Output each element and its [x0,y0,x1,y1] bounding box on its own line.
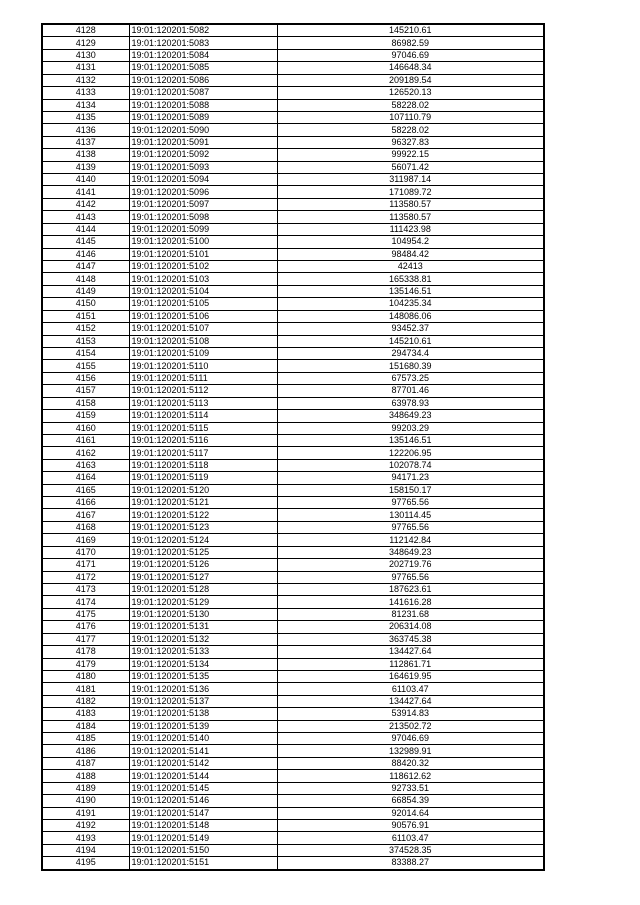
row-index-cell: 4162 [42,447,129,459]
value-cell: 311987.14 [277,174,544,186]
value-cell: 209189.54 [277,74,544,86]
value-cell: 92733.51 [277,782,544,794]
row-index-cell: 4189 [42,782,129,794]
value-cell: 99203.29 [277,422,544,434]
value-cell: 87701.46 [277,385,544,397]
record-id-cell: 19:01:120201:5106 [129,310,277,322]
table-row [42,807,544,819]
table-row [42,795,544,807]
row-index-cell: 4163 [42,459,129,471]
row-index-cell: 4167 [42,509,129,521]
table-row [42,596,544,608]
row-index-cell: 4153 [42,335,129,347]
row-index-cell: 4137 [42,136,129,148]
value-cell: 61103.47 [277,832,544,844]
value-cell: 97765.56 [277,571,544,583]
row-index-cell: 4132 [42,74,129,86]
record-id-cell: 19:01:120201:5112 [129,385,277,397]
value-cell: 58228.02 [277,99,544,111]
table-row [42,236,544,248]
value-cell: 94171.23 [277,472,544,484]
row-index-cell: 4160 [42,422,129,434]
table-row [42,608,544,620]
row-index-cell: 4195 [42,857,129,870]
record-id-cell: 19:01:120201:5137 [129,695,277,707]
value-cell: 86982.59 [277,37,544,49]
value-cell: 294734.4 [277,347,544,359]
table-row [42,745,544,757]
table-row [42,285,544,297]
table-row [42,559,544,571]
row-index-cell: 4143 [42,211,129,223]
table-row [42,161,544,173]
table-row [42,87,544,99]
record-id-cell: 19:01:120201:5082 [129,24,277,37]
row-index-cell: 4185 [42,733,129,745]
table-row [42,646,544,658]
record-id-cell: 19:01:120201:5092 [129,149,277,161]
record-id-cell: 19:01:120201:5109 [129,347,277,359]
table-row [42,633,544,645]
value-cell: 135146.51 [277,434,544,446]
record-id-cell: 19:01:120201:5096 [129,186,277,198]
row-index-cell: 4148 [42,273,129,285]
value-cell: 202719.76 [277,559,544,571]
table-row [42,708,544,720]
record-id-cell: 19:01:120201:5086 [129,74,277,86]
record-id-cell: 19:01:120201:5145 [129,782,277,794]
row-index-cell: 4170 [42,546,129,558]
value-cell: 83388.27 [277,857,544,870]
value-cell: 93452.37 [277,323,544,335]
row-index-cell: 4182 [42,695,129,707]
value-cell: 104235.34 [277,298,544,310]
value-cell: 67573.25 [277,372,544,384]
record-id-cell: 19:01:120201:5098 [129,211,277,223]
table-row [42,472,544,484]
table-row [42,509,544,521]
record-id-cell: 19:01:120201:5110 [129,360,277,372]
value-cell: 42413 [277,261,544,273]
table-row [42,757,544,769]
table-row [42,62,544,74]
row-index-cell: 4149 [42,285,129,297]
value-cell: 112861.71 [277,658,544,670]
row-index-cell: 4187 [42,757,129,769]
row-index-cell: 4150 [42,298,129,310]
record-id-cell: 19:01:120201:5126 [129,559,277,571]
row-index-cell: 4130 [42,49,129,61]
record-id-cell: 19:01:120201:5148 [129,820,277,832]
row-index-cell: 4134 [42,99,129,111]
record-id-cell: 19:01:120201:5133 [129,646,277,658]
value-cell: 92014.64 [277,807,544,819]
table-row [42,310,544,322]
table-row [42,410,544,422]
record-id-cell: 19:01:120201:5084 [129,49,277,61]
record-id-cell: 19:01:120201:5144 [129,770,277,782]
record-id-cell: 19:01:120201:5132 [129,633,277,645]
row-index-cell: 4176 [42,621,129,633]
row-index-cell: 4131 [42,62,129,74]
record-id-cell: 19:01:120201:5140 [129,733,277,745]
value-cell: 132989.91 [277,745,544,757]
record-id-cell: 19:01:120201:5151 [129,857,277,870]
record-id-cell: 19:01:120201:5121 [129,497,277,509]
value-cell: 134427.64 [277,695,544,707]
record-id-cell: 19:01:120201:5147 [129,807,277,819]
record-id-cell: 19:01:120201:5149 [129,832,277,844]
record-id-cell: 19:01:120201:5088 [129,99,277,111]
table-row [42,782,544,794]
row-index-cell: 4166 [42,497,129,509]
row-index-cell: 4175 [42,608,129,620]
row-index-cell: 4186 [42,745,129,757]
table-row [42,136,544,148]
table-row [42,248,544,260]
record-id-cell: 19:01:120201:5125 [129,546,277,558]
table-row [42,621,544,633]
record-id-cell: 19:01:120201:5103 [129,273,277,285]
table-row [42,683,544,695]
row-index-cell: 4147 [42,261,129,273]
value-cell: 118612.62 [277,770,544,782]
row-index-cell: 4179 [42,658,129,670]
row-index-cell: 4140 [42,174,129,186]
table-row [42,323,544,335]
table-row [42,521,544,533]
value-cell: 88420.32 [277,757,544,769]
table-row [42,261,544,273]
table-row [42,459,544,471]
value-cell: 56071.42 [277,161,544,173]
row-index-cell: 4133 [42,87,129,99]
value-cell: 97046.69 [277,49,544,61]
table-row [42,720,544,732]
record-id-cell: 19:01:120201:5114 [129,410,277,422]
value-cell: 113580.57 [277,211,544,223]
row-index-cell: 4164 [42,472,129,484]
value-cell: 151680.39 [277,360,544,372]
row-index-cell: 4152 [42,323,129,335]
table-row [42,37,544,49]
table-row [42,832,544,844]
table-row [42,347,544,359]
value-cell: 98484.42 [277,248,544,260]
table-row [42,571,544,583]
value-cell: 135146.51 [277,285,544,297]
table-row [42,111,544,123]
row-index-cell: 4193 [42,832,129,844]
row-index-cell: 4156 [42,372,129,384]
value-cell: 145210.61 [277,24,544,37]
value-cell: 96327.83 [277,136,544,148]
record-id-cell: 19:01:120201:5130 [129,608,277,620]
table-row [42,844,544,856]
table-row [42,298,544,310]
table-row [42,695,544,707]
row-index-cell: 4188 [42,770,129,782]
record-id-cell: 19:01:120201:5090 [129,124,277,136]
record-id-cell: 19:01:120201:5108 [129,335,277,347]
row-index-cell: 4151 [42,310,129,322]
row-index-cell: 4158 [42,397,129,409]
record-id-cell: 19:01:120201:5083 [129,37,277,49]
value-cell: 158150.17 [277,484,544,496]
table-row [42,174,544,186]
record-id-cell: 19:01:120201:5120 [129,484,277,496]
row-index-cell: 4165 [42,484,129,496]
row-index-cell: 4183 [42,708,129,720]
row-index-cell: 4172 [42,571,129,583]
table-row [42,497,544,509]
value-cell: 187623.61 [277,583,544,595]
value-cell: 97046.69 [277,733,544,745]
value-cell: 104954.2 [277,236,544,248]
row-index-cell: 4154 [42,347,129,359]
record-id-cell: 19:01:120201:5116 [129,434,277,446]
value-cell: 53914.83 [277,708,544,720]
table-row [42,484,544,496]
row-index-cell: 4128 [42,24,129,37]
value-cell: 171089.72 [277,186,544,198]
record-id-cell: 19:01:120201:5093 [129,161,277,173]
value-cell: 348649.23 [277,546,544,558]
table-row [42,335,544,347]
record-id-cell: 19:01:120201:5100 [129,236,277,248]
record-id-cell: 19:01:120201:5123 [129,521,277,533]
row-index-cell: 4184 [42,720,129,732]
table-row [42,422,544,434]
value-cell: 146648.34 [277,62,544,74]
record-id-cell: 19:01:120201:5136 [129,683,277,695]
record-id-cell: 19:01:120201:5118 [129,459,277,471]
row-index-cell: 4138 [42,149,129,161]
record-id-cell: 19:01:120201:5127 [129,571,277,583]
value-cell: 165338.81 [277,273,544,285]
value-cell: 102078.74 [277,459,544,471]
record-id-cell: 19:01:120201:5135 [129,670,277,682]
value-cell: 213502.72 [277,720,544,732]
row-index-cell: 4178 [42,646,129,658]
record-id-cell: 19:01:120201:5087 [129,87,277,99]
value-cell: 63978.93 [277,397,544,409]
row-index-cell: 4169 [42,534,129,546]
record-id-cell: 19:01:120201:5105 [129,298,277,310]
row-index-cell: 4191 [42,807,129,819]
record-id-cell: 19:01:120201:5150 [129,844,277,856]
table-row [42,534,544,546]
row-index-cell: 4141 [42,186,129,198]
record-id-cell: 19:01:120201:5091 [129,136,277,148]
value-cell: 374528.35 [277,844,544,856]
table-row [42,546,544,558]
row-index-cell: 4174 [42,596,129,608]
row-index-cell: 4146 [42,248,129,260]
value-cell: 107110.79 [277,111,544,123]
row-index-cell: 4173 [42,583,129,595]
table-row [42,397,544,409]
value-cell: 112142.84 [277,534,544,546]
value-cell: 99922.15 [277,149,544,161]
table-row [42,124,544,136]
value-cell: 111423.98 [277,223,544,235]
value-cell: 58228.02 [277,124,544,136]
row-index-cell: 4135 [42,111,129,123]
table-row [42,273,544,285]
table-row [42,360,544,372]
value-cell: 90576.91 [277,820,544,832]
table-row [42,49,544,61]
table-row [42,658,544,670]
record-id-cell: 19:01:120201:5131 [129,621,277,633]
table-row [42,211,544,223]
table-row [42,186,544,198]
row-index-cell: 4129 [42,37,129,49]
record-id-cell: 19:01:120201:5134 [129,658,277,670]
record-id-cell: 19:01:120201:5102 [129,261,277,273]
table-row [42,74,544,86]
record-id-cell: 19:01:120201:5115 [129,422,277,434]
row-index-cell: 4171 [42,559,129,571]
table-row [42,99,544,111]
value-cell: 66854.39 [277,795,544,807]
table-row [42,149,544,161]
row-index-cell: 4161 [42,434,129,446]
table-row [42,198,544,210]
table-row [42,24,544,37]
record-id-cell: 19:01:120201:5139 [129,720,277,732]
record-id-cell: 19:01:120201:5107 [129,323,277,335]
row-index-cell: 4168 [42,521,129,533]
record-id-cell: 19:01:120201:5146 [129,795,277,807]
record-id-cell: 19:01:120201:5113 [129,397,277,409]
table-row [42,857,544,870]
value-cell: 122206.95 [277,447,544,459]
record-id-cell: 19:01:120201:5111 [129,372,277,384]
row-index-cell: 4157 [42,385,129,397]
value-cell: 97765.56 [277,521,544,533]
value-cell: 130114.45 [277,509,544,521]
value-cell: 134427.64 [277,646,544,658]
value-cell: 141616.28 [277,596,544,608]
value-cell: 206314.08 [277,621,544,633]
row-index-cell: 4192 [42,820,129,832]
row-index-cell: 4155 [42,360,129,372]
table-row [42,820,544,832]
row-index-cell: 4177 [42,633,129,645]
data-table [41,23,545,871]
value-cell: 363745.38 [277,633,544,645]
value-cell: 97765.56 [277,497,544,509]
table-row [42,583,544,595]
value-cell: 145210.61 [277,335,544,347]
table-row [42,372,544,384]
value-cell: 126520.13 [277,87,544,99]
record-id-cell: 19:01:120201:5101 [129,248,277,260]
value-cell: 348649.23 [277,410,544,422]
record-id-cell: 19:01:120201:5119 [129,472,277,484]
row-index-cell: 4136 [42,124,129,136]
value-cell: 113580.57 [277,198,544,210]
value-cell: 61103.47 [277,683,544,695]
row-index-cell: 4180 [42,670,129,682]
table-row [42,670,544,682]
record-id-cell: 19:01:120201:5089 [129,111,277,123]
record-id-cell: 19:01:120201:5124 [129,534,277,546]
table-row [42,447,544,459]
row-index-cell: 4194 [42,844,129,856]
row-index-cell: 4159 [42,410,129,422]
record-id-cell: 19:01:120201:5094 [129,174,277,186]
record-id-cell: 19:01:120201:5104 [129,285,277,297]
table-row [42,770,544,782]
row-index-cell: 4181 [42,683,129,695]
record-id-cell: 19:01:120201:5128 [129,583,277,595]
record-id-cell: 19:01:120201:5141 [129,745,277,757]
record-id-cell: 19:01:120201:5117 [129,447,277,459]
record-id-cell: 19:01:120201:5085 [129,62,277,74]
row-index-cell: 4145 [42,236,129,248]
row-index-cell: 4190 [42,795,129,807]
row-index-cell: 4144 [42,223,129,235]
value-cell: 164619.95 [277,670,544,682]
table-row [42,385,544,397]
table-row [42,223,544,235]
record-id-cell: 19:01:120201:5142 [129,757,277,769]
value-cell: 81231.68 [277,608,544,620]
value-cell: 148086.06 [277,310,544,322]
record-id-cell: 19:01:120201:5099 [129,223,277,235]
table-row [42,434,544,446]
record-id-cell: 19:01:120201:5122 [129,509,277,521]
table-row [42,733,544,745]
record-id-cell: 19:01:120201:5138 [129,708,277,720]
row-index-cell: 4139 [42,161,129,173]
record-id-cell: 19:01:120201:5129 [129,596,277,608]
row-index-cell: 4142 [42,198,129,210]
record-id-cell: 19:01:120201:5097 [129,198,277,210]
data-table-body [42,24,544,870]
